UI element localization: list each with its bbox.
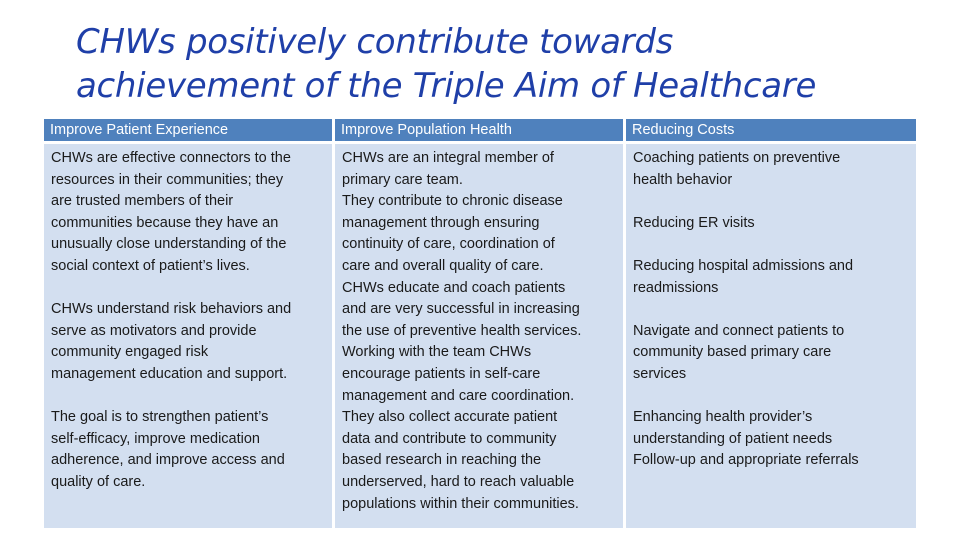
cell-text-line: Enhancing health provider’s xyxy=(633,409,813,426)
cell-text-line: Reducing ER visits xyxy=(633,214,755,231)
cell-text-line: self-efficacy, improve medication xyxy=(51,430,260,447)
cell-text-line: communities because they have an xyxy=(51,214,279,231)
cell-text-line: CHWs are effective connectors to the xyxy=(51,150,291,166)
table-header-row xyxy=(44,119,916,141)
cell-paragraph xyxy=(51,148,326,278)
cell-text-line: underserved, hard to reach valuable xyxy=(342,473,575,490)
cell-patient-experience xyxy=(44,144,332,528)
cell-text-line: the use of preventive health services. xyxy=(342,322,582,339)
cell-text-line: populations within their communities. xyxy=(342,495,579,512)
cell-text-line: management and care coordination. xyxy=(342,387,575,404)
cell-paragraph xyxy=(51,299,326,385)
cell-text-line: management through ensuring xyxy=(342,214,540,231)
cell-text-line: CHWs understand risk behaviors and xyxy=(51,301,292,318)
cell-text-line: services xyxy=(633,365,687,382)
slide-title-line-2: achievement of the Triple Aim of Healthcare xyxy=(76,66,817,106)
header-reducing-costs: Reducing Costs xyxy=(626,119,916,141)
cell-text-line: encourage patients in self-care xyxy=(342,365,541,382)
cell-text-line: and are very successful in increasing xyxy=(342,301,580,318)
cell-text-line: They contribute to chronic disease xyxy=(342,193,563,210)
cell-paragraph xyxy=(633,256,910,299)
cell-text-line: Coaching patients on preventive xyxy=(633,150,841,166)
cell-text-line: They also collect accurate patient xyxy=(342,409,558,426)
cell-text-line: continuity of care, coordination of xyxy=(342,236,555,253)
cell-text-line: CHWs educate and coach patients xyxy=(342,279,566,296)
cell-text-line: health behavior xyxy=(633,171,733,188)
cell-population-health xyxy=(335,144,623,528)
cell-text-line: data and contribute to community xyxy=(342,430,557,447)
cell-paragraph xyxy=(342,148,617,515)
cell-text-line: unusually close understanding of the xyxy=(51,236,287,253)
cell-text-line: based research in reaching the xyxy=(342,452,542,469)
cell-text-line: community based primary care xyxy=(633,344,832,361)
table-body-row xyxy=(44,144,916,528)
cell-text-line: Working with the team CHWs xyxy=(342,344,532,361)
triple-aim-table xyxy=(41,116,919,531)
header-population-health: Improve Population Health xyxy=(335,119,623,141)
cell-text-line: community engaged risk xyxy=(51,344,209,361)
cell-text-line: adherence, and improve access and xyxy=(51,452,285,469)
cell-paragraph xyxy=(633,407,910,472)
cell-paragraph xyxy=(633,321,910,386)
cell-text-line: are trusted members of their xyxy=(51,193,234,210)
header-patient-experience: Improve Patient Experience xyxy=(44,119,332,141)
cell-text-line: CHWs are an integral member of xyxy=(342,150,554,166)
cell-text-line: Reducing hospital admissions and xyxy=(633,257,854,274)
cell-reducing-costs xyxy=(626,144,916,528)
cell-paragraph xyxy=(51,407,326,493)
cell-text-line: The goal is to strengthen patient’s xyxy=(51,409,269,426)
cell-text-line: primary care team. xyxy=(342,171,463,188)
cell-text-line: readmissions xyxy=(633,279,719,296)
slide-title xyxy=(76,20,936,108)
cell-text-line: serve as motivators and provide xyxy=(51,322,257,339)
cell-text-line: Navigate and connect patients to xyxy=(633,322,845,339)
slide-title-line-1: CHWs positively contribute towards xyxy=(76,22,674,62)
cell-text-line: quality of care. xyxy=(51,473,146,490)
cell-text-line: understanding of patient needs xyxy=(633,430,833,447)
cell-text-line: care and overall quality of care. xyxy=(342,257,544,274)
cell-paragraph xyxy=(633,148,910,191)
cell-text-line: management education and support. xyxy=(51,365,288,382)
cell-text-line: resources in their communities; they xyxy=(51,171,284,188)
cell-text-line: Follow-up and appropriate referrals xyxy=(633,452,859,469)
cell-paragraph xyxy=(633,213,910,235)
cell-text-line: social context of patient’s lives. xyxy=(51,257,250,274)
